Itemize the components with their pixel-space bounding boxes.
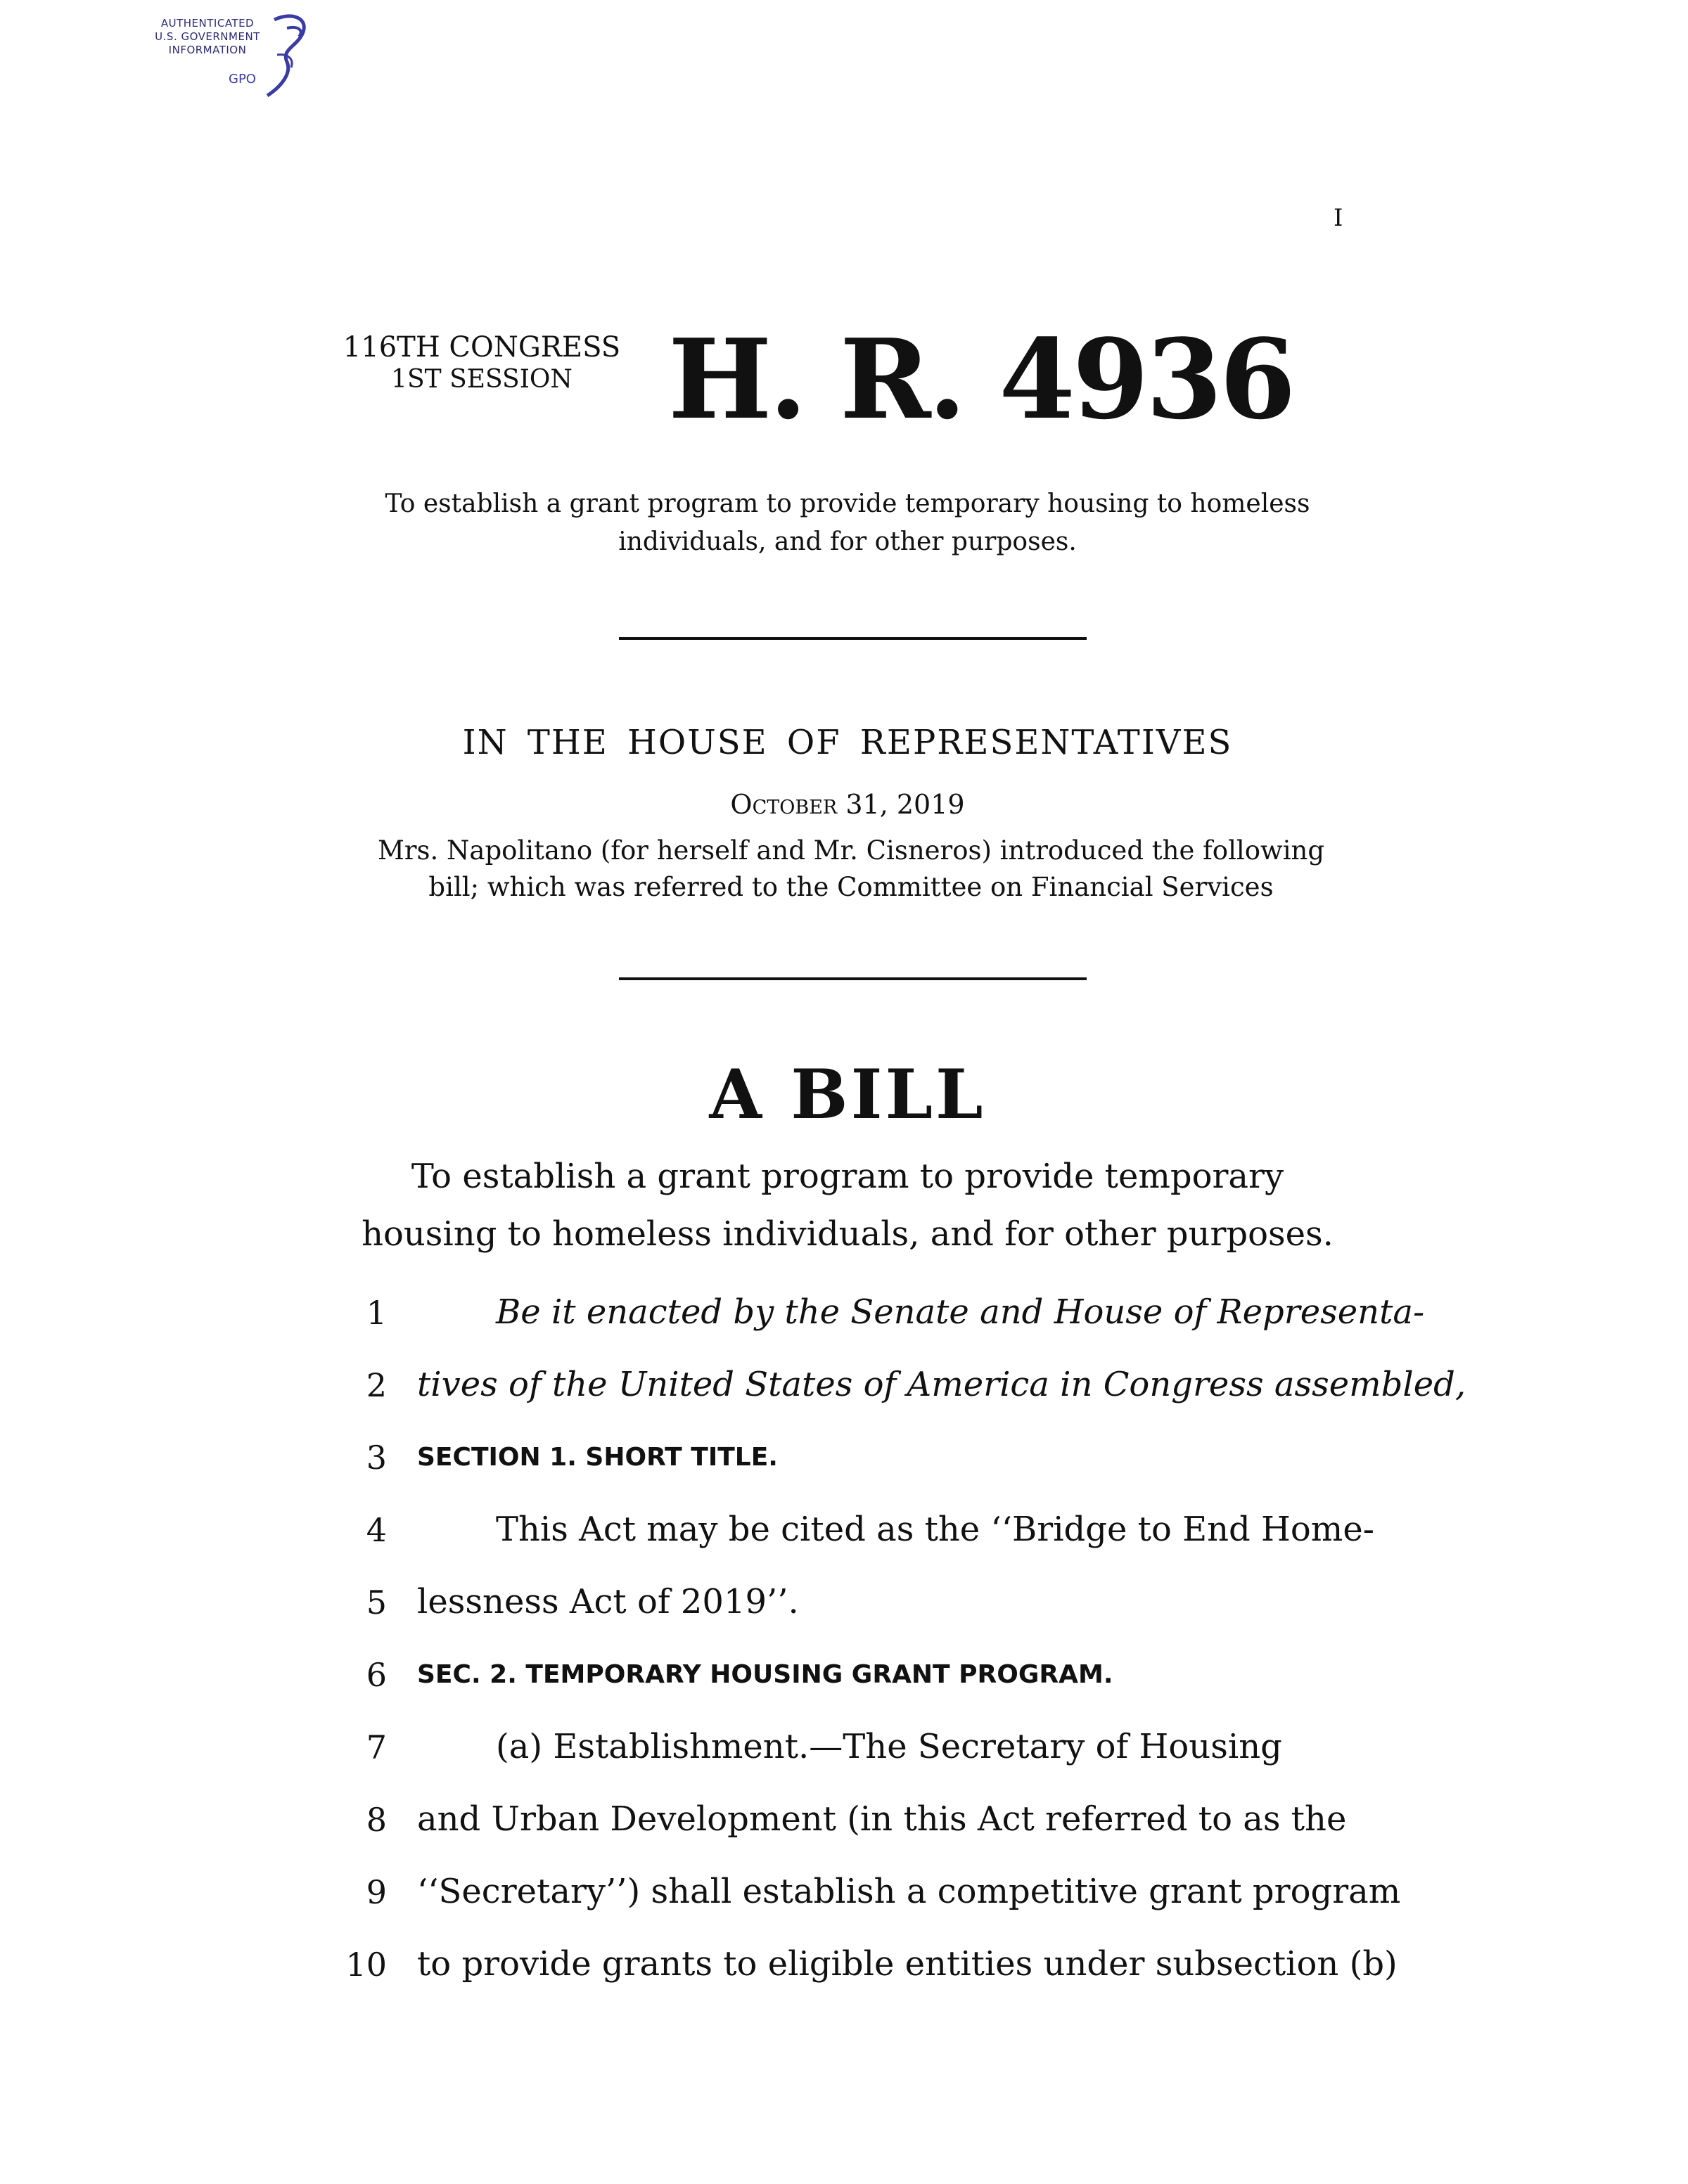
house-title: IN THE HOUSE OF REPRESENTATIVES: [462, 723, 1233, 762]
bill-text-line: to provide grants to eligible entities under subsection (b): [417, 1944, 1398, 1984]
line-number: 9: [366, 1873, 387, 1911]
print-mark: I: [1334, 204, 1343, 232]
line-number: 10: [345, 1946, 387, 1984]
introduction-date: October 31, 2019: [730, 789, 965, 820]
line-number: 6: [366, 1656, 387, 1694]
bill-text-line: and Urban Development (in this Act referred to as the: [417, 1799, 1347, 1839]
section-heading: SEC. 2. TEMPORARY HOUSING GRANT PROGRAM.: [417, 1660, 1113, 1689]
bill-text-line: (a) Establishment.—The Secretary of Housing: [496, 1727, 1282, 1766]
enacting-clause-line: tives of the United States of America in Congress assembled,: [417, 1365, 1466, 1404]
line-number: 8: [366, 1801, 387, 1839]
congress-session-block: [331, 330, 633, 395]
seal-line-2: U.S. GOVERNMENT: [155, 30, 260, 43]
line-number: 1: [366, 1294, 387, 1332]
short-purpose: To establish a grant program to provide temporary housing to homeless individuals, and for other purposes.: [385, 489, 1310, 556]
a-bill-heading: A BILL: [709, 1055, 986, 1134]
line-number: 3: [366, 1439, 387, 1477]
line-number: 4: [366, 1511, 387, 1549]
divider-rule: [619, 977, 1087, 980]
line-number: 7: [366, 1728, 387, 1766]
bill-text-line: This Act may be cited as the ‘‘Bridge to End Home-: [496, 1510, 1374, 1549]
section-heading: SECTION 1. SHORT TITLE.: [417, 1443, 778, 1472]
congress-label: 116TH CONGRESS: [343, 331, 621, 364]
line-number: 5: [366, 1584, 387, 1621]
gpo-authentication-seal: [141, 13, 324, 104]
seal-line-1: AUTHENTICATED: [160, 17, 255, 30]
long-title: To establish a grant program to provide temporary housing to homeless individuals, and for other purposes.: [362, 1157, 1334, 1254]
bill-text-line: lessness Act of 2019’’.: [417, 1582, 799, 1621]
seal-line-3: INFORMATION: [168, 44, 247, 56]
sponsor-statement: Mrs. Napolitano (for herself and Mr. Cisneros) introduced the following bill; which was referred to the Committee on Financial Services: [377, 835, 1325, 902]
bill-text-line: ‘‘Secretary’’) shall establish a competitive grant program: [417, 1872, 1401, 1911]
session-label: 1ST SESSION: [391, 365, 573, 394]
seal-gpo-label: GPO: [229, 72, 256, 86]
divider-rule: [619, 637, 1087, 640]
line-number: 2: [366, 1366, 387, 1404]
eagle-icon: [260, 13, 324, 104]
enacting-clause-line: Be it enacted by the Senate and House of Representa-: [496, 1292, 1425, 1332]
bill-number: H. R. 4936: [668, 315, 1293, 444]
